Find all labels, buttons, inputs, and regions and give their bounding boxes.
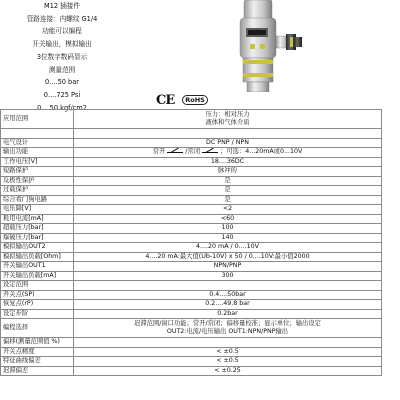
spec-value: <2 (74, 205, 382, 215)
feature-item: 0....50 bar (44, 78, 79, 87)
spec-value: 0.2....49.8 bar (74, 300, 382, 310)
spec-value: NPN/PNP (74, 262, 382, 272)
spec-label: 恢复点(rP) (1, 300, 74, 310)
spec-value (74, 148, 382, 158)
spec-row (1, 176, 382, 186)
spec-label: 偏移(测量范围值 %) (1, 338, 74, 348)
output-function-suffix: ；可选：4...20mA或0...10V (220, 148, 303, 155)
spec-value: 0.2bar (74, 309, 382, 319)
spec-value: 18....36DC (74, 157, 382, 167)
spec-row (1, 281, 382, 291)
spec-row (1, 138, 382, 148)
spec-value: 300 (74, 271, 382, 281)
spec-label: 开关点(SP) (1, 290, 74, 300)
spec-row (1, 357, 382, 367)
spec-value (74, 338, 382, 348)
spec-label: 应用范围 (1, 110, 74, 129)
spec-row (1, 338, 382, 348)
spec-label: 编程选择 (1, 319, 74, 338)
spec-value: 4....20 mA / 0....10V (74, 243, 382, 253)
spec-row (1, 309, 382, 319)
spec-label: 开关输出负载[mA] (1, 271, 74, 281)
rohs-mark-icon: RoHS (182, 95, 208, 105)
spec-label: 模拟输出OUT2 (1, 243, 74, 253)
spec-value (74, 281, 382, 291)
spec-row (1, 186, 382, 196)
spec-row (1, 271, 382, 281)
spec-label: 综合看门狗电路 (1, 195, 74, 205)
spec-value: 0.4....50bar (74, 290, 382, 300)
spec-label: 耗用电流[mA] (1, 214, 74, 224)
spec-row (1, 252, 382, 262)
spec-value: 压力：相对压力 液体和气体介质 (74, 110, 382, 129)
spec-row (1, 224, 382, 234)
feature-item: M12 插接件 (44, 2, 80, 10)
spec-row (1, 233, 382, 243)
ce-mark-icon: CE (156, 92, 175, 108)
spec-value: 是 (74, 195, 382, 205)
spec-value: 是 (74, 186, 382, 196)
spec-label: 电压降[V] (1, 205, 74, 215)
spec-label: 设定步阶 (1, 309, 74, 319)
spec-row (1, 347, 382, 357)
spec-label: 工作电压[V] (1, 157, 74, 167)
spec-row (1, 243, 382, 253)
spec-label (1, 129, 74, 139)
spec-value (74, 129, 382, 139)
spec-label: 爆破压力[bar] (1, 233, 74, 243)
feature-item: 功能可以编程 (42, 27, 82, 36)
spec-row (1, 129, 382, 139)
spec-row (1, 214, 382, 224)
spec-value: 是 (74, 176, 382, 186)
spec-label: 模拟输出负载[Ohm] (1, 252, 74, 262)
spec-row (1, 110, 382, 129)
certification-marks (156, 93, 208, 107)
spec-value: 100 (74, 224, 382, 234)
spec-value: < ±0.5 (74, 357, 382, 367)
spec-label: 超载压力[bar] (1, 224, 74, 234)
spec-label: 过载保护 (1, 186, 74, 196)
spec-row (1, 148, 382, 158)
spec-row (1, 167, 382, 177)
spec-row (1, 300, 382, 310)
feature-item: 3位数字数码显示 (36, 52, 88, 61)
spec-label: 输出功能 (1, 148, 74, 158)
spec-label: 迟滞偏差 (1, 366, 74, 376)
switch-symbol-icon (167, 148, 183, 154)
spec-label: 电气设计 (1, 138, 74, 148)
spec-value: 4....20 mA:最大值(Ub-10V) x 50 / 0....10V:最小值2000 (74, 252, 382, 262)
spec-value: < ±0.5 (74, 347, 382, 357)
spec-label: 反极性保护 (1, 176, 74, 186)
spec-label: 短路保护 (1, 167, 74, 177)
feature-item: 测量范围 (48, 65, 76, 74)
spec-row (1, 157, 382, 167)
spec-label: 开关点精度 (1, 347, 74, 357)
feature-item: 0....50 kgf/cm2 (37, 103, 87, 112)
spec-row (1, 262, 382, 272)
spec-row (1, 319, 382, 338)
feature-item: 0....725 Psi (43, 90, 81, 99)
spec-value: 140 (74, 233, 382, 243)
spec-value: < ±0.25 (74, 366, 382, 376)
switch-symbol-icon (202, 148, 218, 154)
feature-item: 管路连接：内螺纹 G1/4 (26, 14, 98, 23)
spec-value: 迟滞范围/窗口功能；常开/常闭；偏移量校准；显示单位；输出设定 OUT2:电流/电压输出 OUT1:NPN/PNP输出 (74, 319, 382, 338)
spec-label: 开关输出OUT1 (1, 262, 74, 272)
spec-label: 特征曲线偏差 (1, 357, 74, 367)
spec-value: 脉冲的 (74, 167, 382, 177)
spec-row (1, 366, 382, 376)
spec-table (0, 109, 382, 376)
output-function-prefix: 常开 (152, 148, 166, 155)
spec-value: <60 (74, 214, 382, 224)
spec-label: 设定范围 (1, 281, 74, 291)
spec-row (1, 205, 382, 215)
spec-value: DC PNP / NPN (74, 138, 382, 148)
feature-list (6, 0, 118, 114)
output-function-mid: /常闭 (185, 148, 201, 155)
feature-item: 开关输出，模拟输出 (32, 40, 92, 49)
spec-row (1, 290, 382, 300)
spec-row (1, 195, 382, 205)
pressure-sensor-image (230, 0, 320, 92)
